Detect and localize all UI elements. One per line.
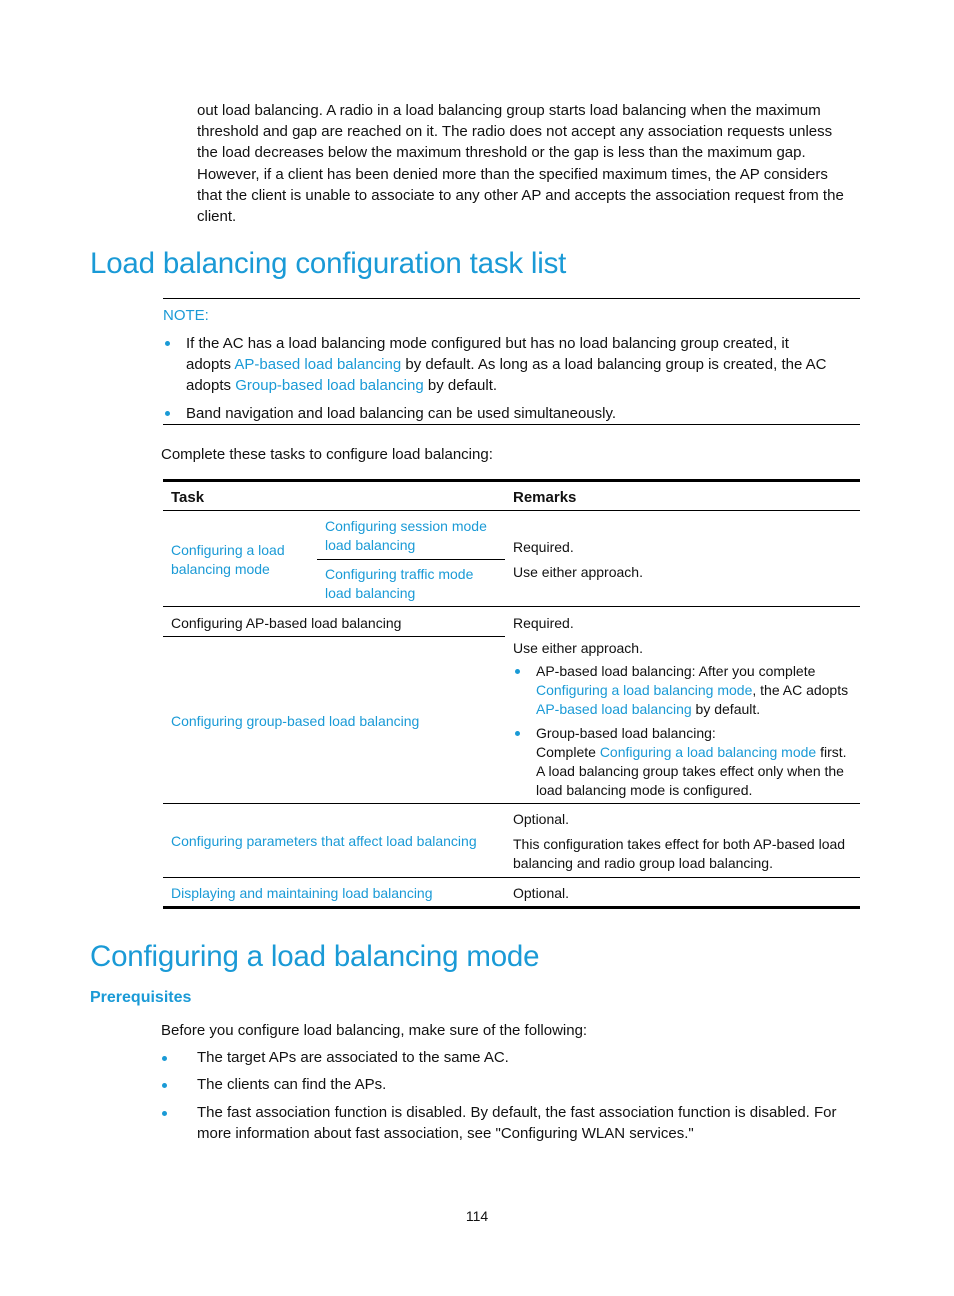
note-text: adopts [186,356,235,374]
task-session-mode[interactable]: Configuring session mode load balancing [325,518,487,553]
table-header-rule [163,510,860,511]
note-line: If the AC has a load balancing mode configured but has no load balancing group created, it [186,335,789,352]
intro-line: out load balancing. A radio in a load balancing group starts load balancing when the maximum [197,102,821,119]
link-configuring-mode[interactable]: Configuring a load balancing mode [536,682,753,698]
prereq-bullet-1 [161,1047,861,1068]
table-top-rule [163,479,860,482]
remark-required: Required. [513,615,574,631]
remark-optional: Optional. [513,811,570,827]
intro-line: that the client is unable to associate to any other AP and accepts the association request from the [197,186,844,204]
row-divider [163,636,505,637]
link-ap-based-load-balancing[interactable]: AP-based load balancing [234,356,402,374]
intro-line: However, if a client has been denied more than the specified maximum times, the AP considers [197,165,828,183]
remark-text: first. A load balancing group takes effect only when the load balancing mode is configured. [536,744,847,798]
row-divider [163,877,860,878]
link-group-based-load-balancing[interactable]: Group-based load balancing [235,377,424,395]
prereq-bullet-2 [161,1074,861,1095]
prereq-bullet-3 [161,1102,861,1144]
remark-required: Required. [513,539,574,555]
task-group-based[interactable]: Configuring group-based load balancing [171,713,420,729]
section-heading-task-list: Load balancing configuration task list [90,247,567,280]
note-label: NOTE: [163,307,209,324]
remark-lead: Use either approach. [513,640,643,656]
row-divider [317,559,505,560]
prereq-lead: Before you configure load balancing, make sure of the following: [161,1022,588,1039]
remark-text: AP-based load balancing: After you complete [536,663,816,679]
remark-group-based [513,639,858,800]
table-bottom-rule [163,906,860,909]
task-ap-based: Configuring AP-based load balancing [171,615,402,631]
task-parameters[interactable]: Configuring parameters that affect load balancing [171,833,477,849]
page-number: 114 [465,1208,489,1224]
remark-bullet [513,662,858,719]
table-header-task: Task [171,489,205,506]
remark-either: Use either approach. [513,564,643,580]
note-line [186,354,860,375]
remark-parameters: This configuration takes effect for both AP-based load balancing and radio group load balancing. [513,836,846,871]
intro-line: threshold and gap are reached on it. The radio does not accept any association requests unless [197,123,833,141]
remark-text: , the AC adopts [752,682,849,698]
bullet-icon [515,731,520,736]
table-header-remarks: Remarks [513,489,577,506]
row-divider [163,606,860,607]
intro-line: client. [197,208,237,226]
row-divider [163,803,860,804]
task-displaying[interactable]: Displaying and maintaining load balancing [171,885,433,901]
prereq-text: The target APs are associated to the same AC. [197,1049,509,1066]
task-load-balancing-mode[interactable]: Configuring a load balancing mode [171,542,285,577]
note-text: by default. [423,377,498,395]
note-bullet-2 [163,403,860,424]
remark-text: by default. [691,701,761,717]
bullet-icon [165,341,170,346]
note-line [186,375,860,396]
remark-text: Complete [536,744,600,760]
note-text: adopts [186,377,236,395]
prereq-text: The fast association function is disabled. By default, the fast association function is disabled. For [197,1104,837,1121]
intro-paragraph [197,100,877,227]
remark-bullet [513,724,858,800]
note-line: Band navigation and load balancing can be used simultaneously. [186,405,617,422]
prereq-text: more information about fast association, see "Configuring WLAN services." [197,1125,694,1143]
bullet-icon [162,1111,167,1116]
note-top-rule [163,298,860,299]
intro-line: the load decreases below the maximum threshold or the gap is less than the maximum gap. [197,144,806,162]
section-heading-mode: Configuring a load balancing mode [90,940,540,973]
bullet-icon [162,1083,167,1088]
task-traffic-mode[interactable]: Configuring traffic mode load balancing [325,566,474,601]
prereq-text: The clients can find the APs. [197,1076,387,1093]
note-bottom-rule [163,424,860,425]
note-bullet-1 [163,333,860,397]
bullet-icon [515,669,520,674]
link-configuring-mode[interactable]: Configuring a load balancing mode [599,744,817,760]
note-text: by default. As long as a load balancing group is created, the AC [401,356,827,374]
remark-text: Group-based load balancing: [536,725,716,741]
remark-optional: Optional. [513,885,570,901]
task-lead-text: Complete these tasks to configure load balancing: [161,446,493,463]
bullet-icon [165,411,170,416]
bullet-icon [162,1056,167,1061]
link-ap-based[interactable]: AP-based load balancing [536,701,692,717]
subheading-prerequisites: Prerequisites [90,989,192,1006]
